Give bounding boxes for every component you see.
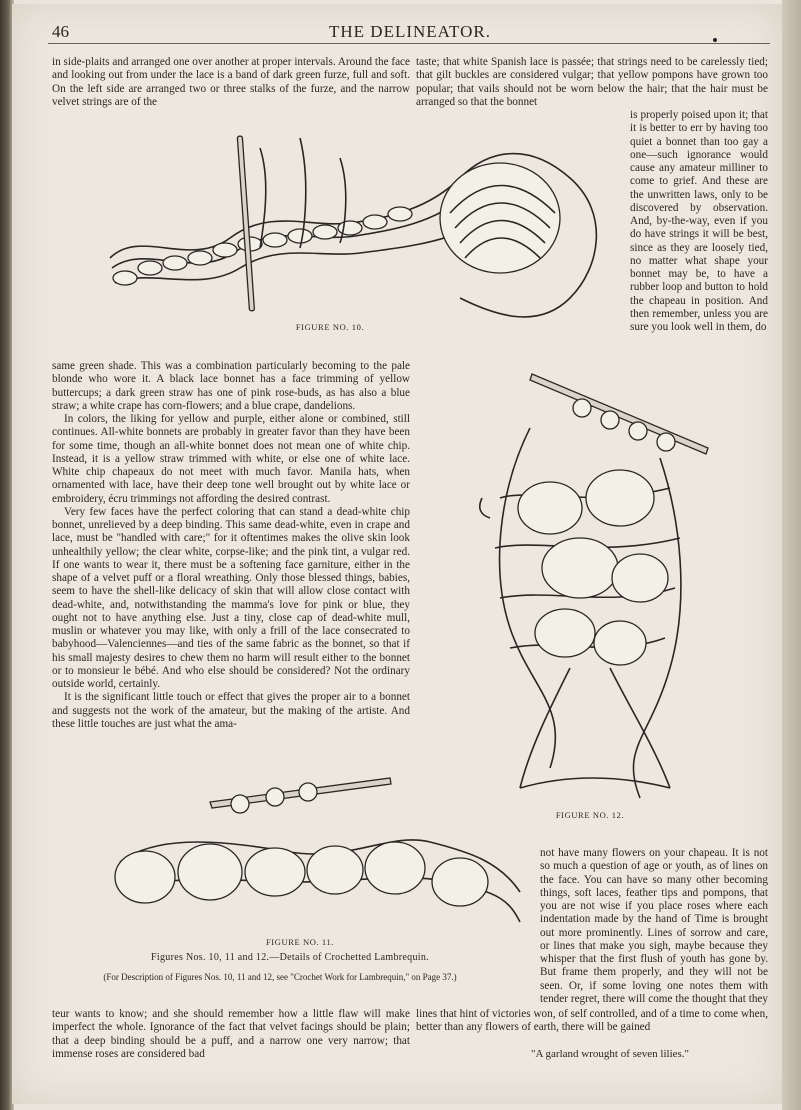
paragraph: taste; that white Spanish lace is passée; that strings need to be carelessly tied; that gilt buckles are considered vulgar; that yellow pompons have grown too popular; that vails should not be worn below the hair; that the hair must be arranged so that the bonnet bbox=[416, 56, 768, 108]
text-block-bottom-right bbox=[416, 1008, 768, 1036]
shell-cluster bbox=[440, 163, 560, 273]
figure-12-crochet-illustration bbox=[470, 368, 720, 808]
paragraph: teur wants to know; and she should remember how a little flaw will make imperfect the whole. Ignorance of the fact that velvet facings should be plain; that a deep binding should be a puff, and a narrow one very narrow; that immense roses are considered bad bbox=[52, 1008, 410, 1060]
text-block-top-right bbox=[416, 56, 768, 110]
text-block-right-bottom bbox=[540, 847, 768, 1007]
paragraph: is properly poised upon it; that it is better to err by having too quiet a bonnet than too gay a one—such ignorance would cause any amateur milliner to come to grief. And these are the unwritten laws, only to be discovered by observation. And, by-the-way, even if you do have strings it will be best, since as they are loosely tied, no matter what shape your bonnet may be, to have a rubber loop and button to hold the chapeau in position. And then remember, unless you are sure you look well in them, do bbox=[630, 109, 768, 333]
chain-stitches bbox=[115, 842, 488, 906]
figures-caption: Figures Nos. 10, 11 and 12.—Details of Crochetted Lambrequin. bbox=[151, 952, 429, 963]
chain-stitches bbox=[113, 207, 412, 285]
crochet-hook bbox=[530, 374, 708, 454]
figure-11-caption: FIGURE NO. 11. bbox=[265, 937, 335, 947]
figure-11-crochet-illustration bbox=[100, 772, 530, 932]
crochet-needle bbox=[237, 136, 254, 311]
figure-10-crochet-illustration bbox=[100, 118, 620, 328]
header-rule bbox=[48, 43, 770, 44]
page-edge bbox=[782, 0, 801, 1110]
page-header bbox=[0, 8, 801, 41]
text-block-right-narrow bbox=[630, 109, 768, 347]
text-block-bottom-left bbox=[52, 1008, 410, 1064]
paragraph: same green shade. This was a combination particularly becoming to the pale blonde who wore it. A black lace bonnet has a face trimming of yellow buttercups; a dark green straw has one of pink rose-buds, as has also a blue straw; a white crape has corn-flowers; and a blue crape, dandelions. bbox=[52, 360, 410, 412]
figures-note: (For Description of Figures Nos. 10, 11 and 12, see "Crochet Work for Lambrequin," on Page 37.) bbox=[103, 972, 457, 982]
shell-stitches bbox=[518, 470, 668, 665]
text-block-left-column bbox=[52, 360, 410, 740]
paragraph: It is the significant little touch or effect that gives the proper air to a bonnet and suggests not the work of the amateur, but the making of the artiste. And these little touches are just what the ama- bbox=[52, 691, 410, 730]
masthead-title: THE DELINEATOR. bbox=[329, 22, 491, 41]
paragraph: Very few faces have the perfect coloring that can stand a dead-white chip bonnet, unrelieved by a deep binding. This same dead-white, even in crape and lace, must be "handled with care;" for it oftentimes makes the olive skin look unhealthily yellow; the clear white, corpse-like; and the pink tint, a vulgar red. If one wants to wear it, there must be a softening face garniture, either in the shape of a velvet puff or a floral wreathing. Only those blessed things, babies, seem to have the shell-like delicacy of skin that will allow close contact with dead-white, and, notwithstanding the mamma's love for pink or blue, they ought not to have anything else. Just a tiny, close cap of dead-white mull, muslin or whatever you may like, with only a frill of the lace consecrated to babyhood—Valenciennes—and ties of the same fabric as the bonnet, so that if his small majesty desires to chew them no harm will result either to the bonnet or to monsieur le bébé. And who else should be considered? Not the ordinary outside world, certainly. bbox=[52, 505, 410, 690]
closing-quote: "A garland wrought of seven lilies." bbox=[530, 1048, 690, 1060]
text-block-top-left bbox=[52, 56, 410, 110]
paragraph: in side-plaits and arranged one over another at proper intervals. Around the face and looking out from under the lace is a band of dark green furze, full and soft. On the left side are arranged two or three stalks of the furze, and the narrow velvet strings are of the bbox=[52, 56, 410, 108]
paragraph: In colors, the liking for yellow and purple, either alone or combined, still continues. All-white bonnets are probably in greater favor than they have been for some time, though an all-white bonnet does not mean one of white chip. Instead, it is a yellow straw trimmed with white, or else one of white lace. White chip chapeaux do not meet with much favor. Manila hats, when ornamented with lace, have their deep tone well brought out by white lace or embroidery, écru trimmings not affording the desired contrast. bbox=[52, 413, 410, 505]
header-dot bbox=[713, 38, 717, 42]
figure-12-caption: FIGURE NO. 12. bbox=[555, 810, 625, 820]
figure-10-caption: FIGURE NO. 10. bbox=[295, 322, 365, 332]
paragraph: lines that hint of victories won, of self controlled, and of a time to come when, better than any flowers of earth, there will be gained bbox=[416, 1008, 768, 1034]
page-number: 46 bbox=[52, 22, 69, 41]
paragraph: not have many flowers on your chapeau. It is not so much a question of age or youth, as of lines on the face. You can have so many other becoming things, soft laces, feather tips and pompons, that you are not wise if you place roses where each indentation made by the hand of Time is brought out more prominently. Lines of sorrow and care, or lines that make you sigh, maybe because they whisper that the first flush of youth has gone by. But frame them properly, and they will not be seen. Or, if some loving one notes them with tender regret, there will come the thought that they bbox=[540, 847, 768, 1005]
